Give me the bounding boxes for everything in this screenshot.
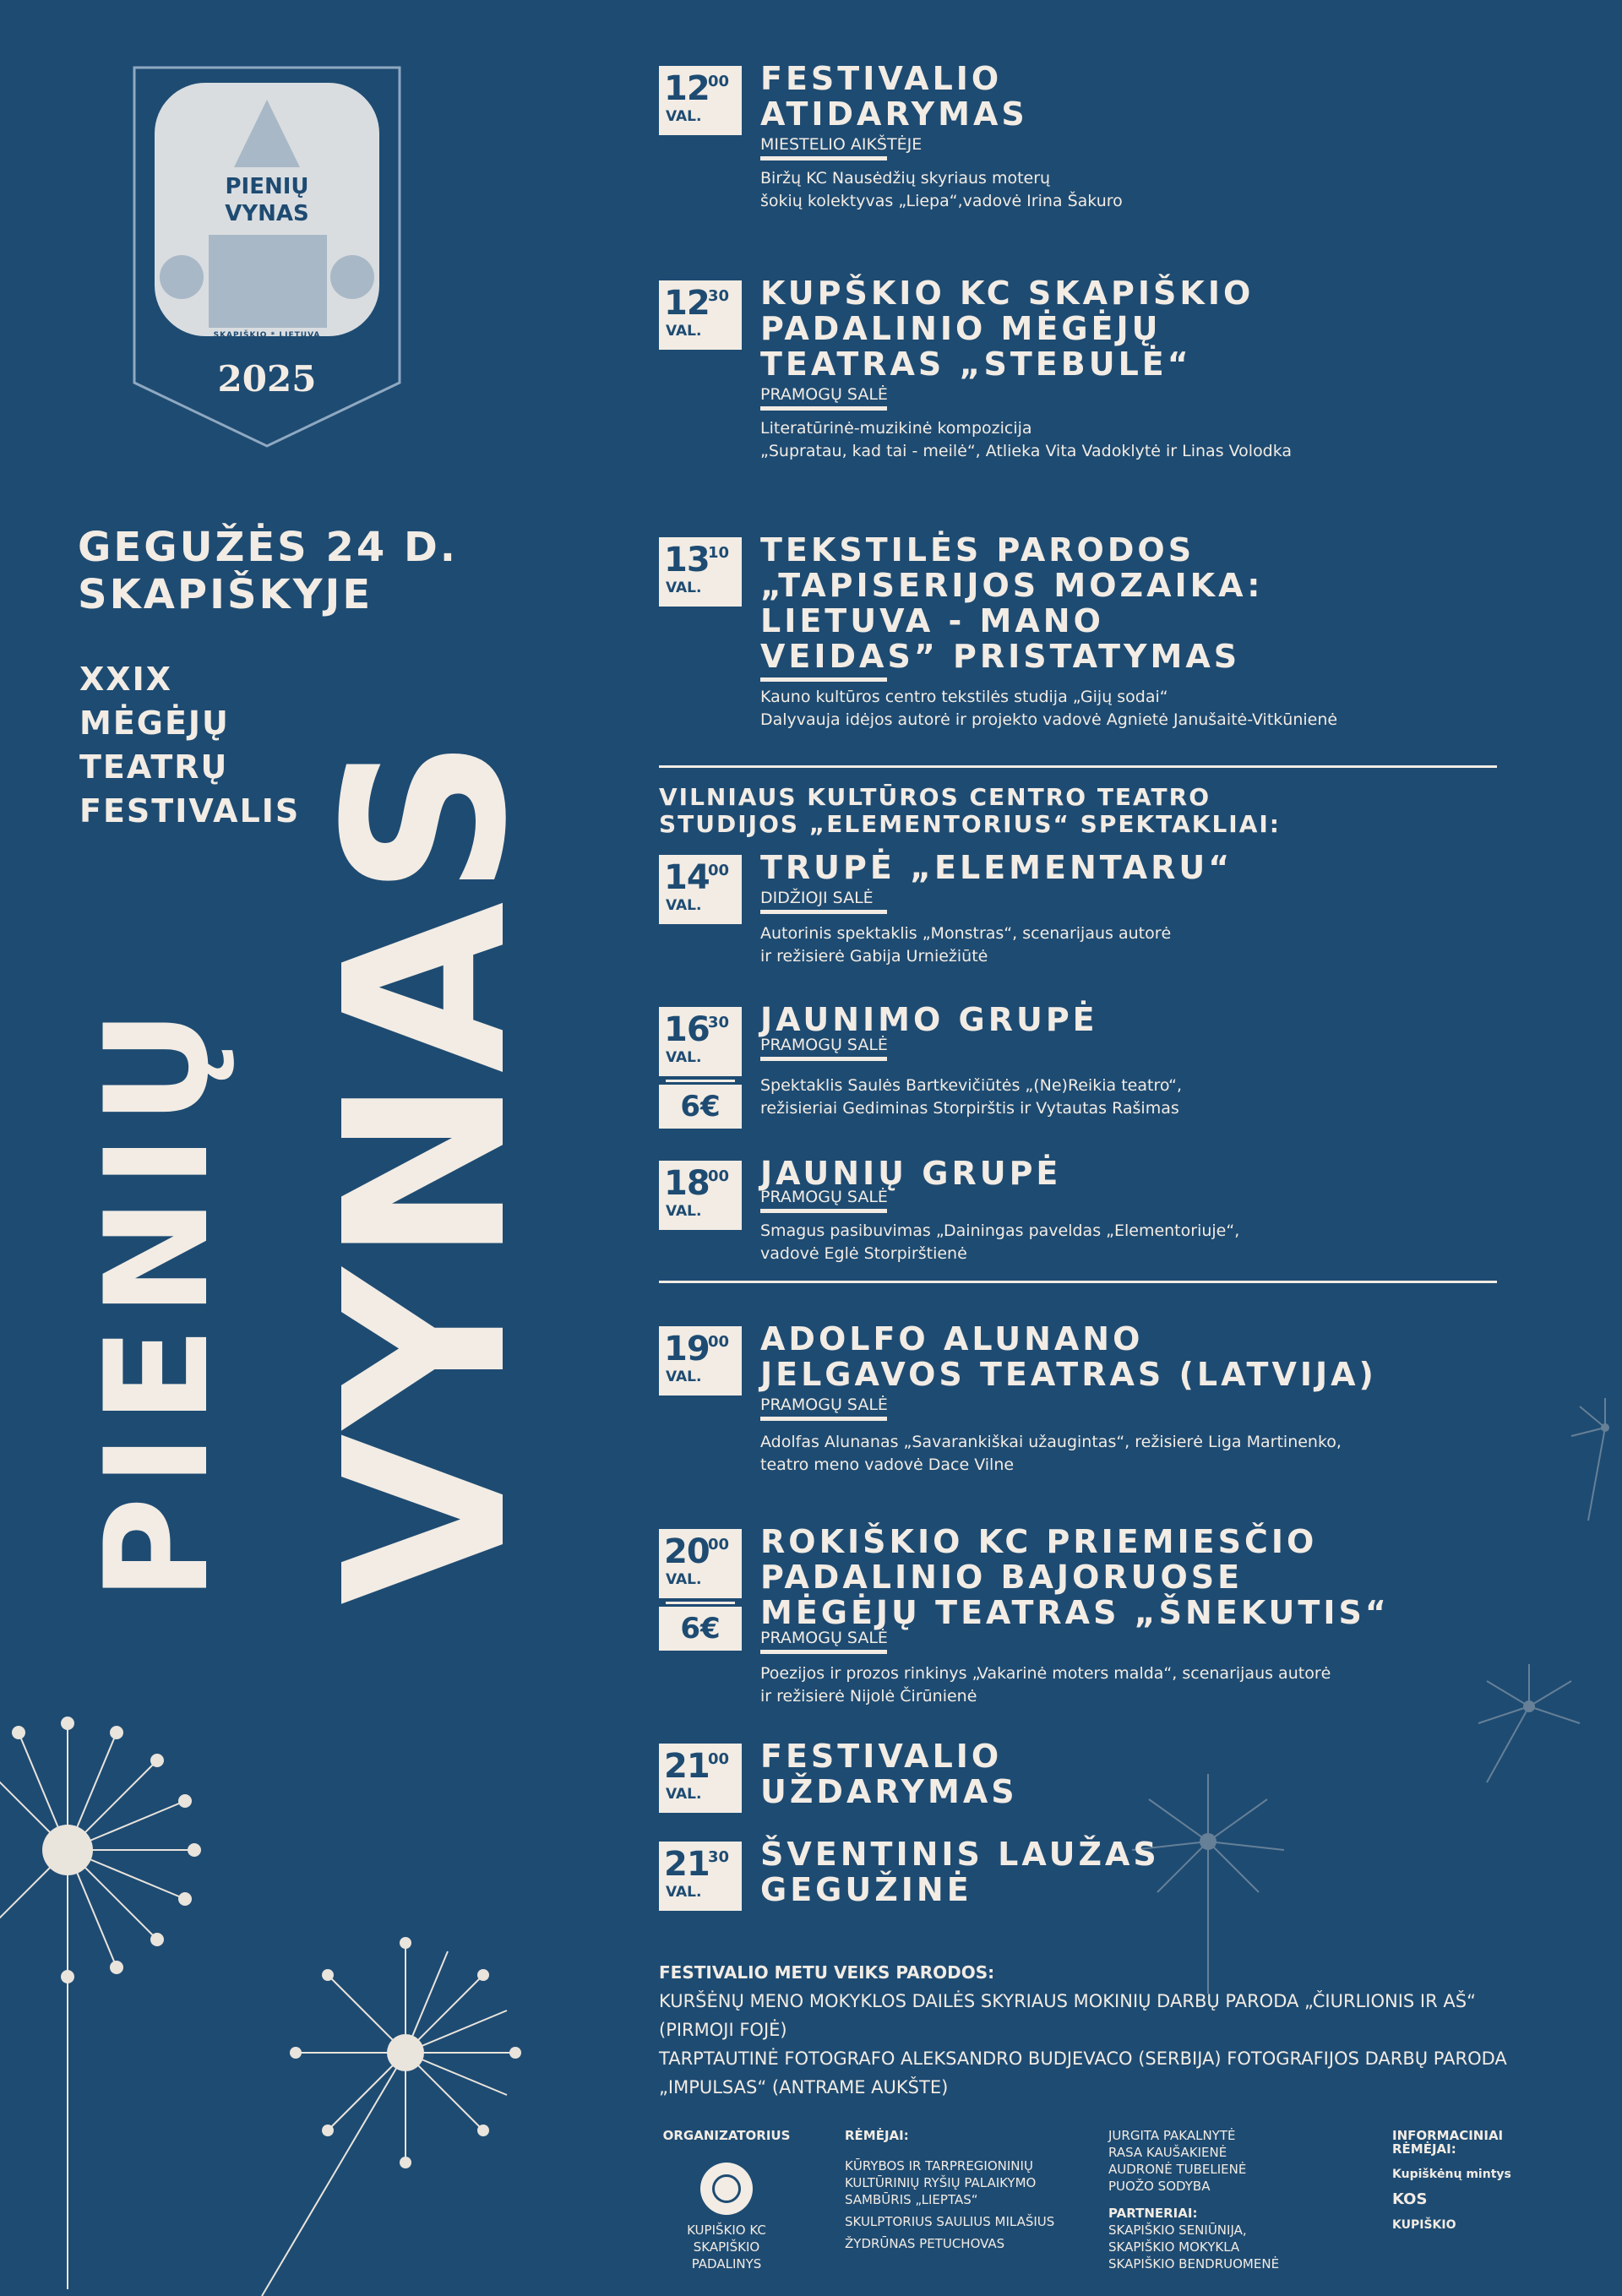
time-unit: VAL. [666, 579, 702, 596]
exhibitions-heading: FESTIVALIO METU VEIKS PARODOS: [659, 1962, 995, 1983]
sponsor-line: JURGITA PAKALNYTĖ [1108, 2128, 1236, 2143]
sponsor-line: SAMBŪRIS „LIEPTAS“ [845, 2192, 978, 2207]
sponsor-line: RASA KAUŠAKIENĖ [1108, 2145, 1227, 2160]
vkc-heading-line: VILNIAUS KULTŪROS CENTRO TEATRO [659, 783, 1211, 811]
time-hour: 21 [664, 1845, 710, 1884]
event-title-line: VEIDAS” PRISTATYMAS [760, 638, 1241, 675]
event-description [760, 1075, 1182, 1120]
event-title [760, 1738, 1018, 1809]
time-badge [659, 537, 742, 607]
time-minutes: 00 [708, 862, 730, 879]
event-title-line: TRUPĖ „ELEMENTARU“ [760, 849, 1233, 886]
organizer-heading: ORGANIZATORIUS [662, 2128, 791, 2143]
time-minutes: 00 [708, 1167, 730, 1185]
event-title [760, 1002, 1098, 1037]
footer-media-sponsors [1392, 2127, 1544, 2233]
event-title [760, 1156, 1061, 1191]
place-line: SKAPIŠKYJE [78, 571, 373, 618]
organizer-logo-icon [700, 2163, 753, 2215]
dandelion-faint-icon [1554, 1394, 1622, 1529]
time-hour: 13 [664, 541, 710, 579]
event-title [760, 532, 1263, 674]
event-description-line: šokių kolektyvas „Liepa“,vadovė Irina Šakuro [760, 192, 1123, 210]
time-unit: VAL. [666, 1571, 702, 1588]
time-hour: 18 [664, 1164, 710, 1203]
exhibitions-section [659, 1958, 1597, 2102]
vertical-title-word1: PIENIŲ [74, 999, 240, 1601]
event-title [760, 1836, 1160, 1907]
event-title-line: PADALINIO MĖGĖJŲ [760, 310, 1162, 347]
vkc-heading-line: STUDIJOS „ELEMENTORIUS“ SPEKTAKLIAI: [659, 810, 1282, 838]
time-minutes: 10 [708, 544, 730, 562]
footer-sponsors [845, 2127, 1098, 2252]
event-description-line: vadovė Eglė Storpirštienė [760, 1244, 967, 1263]
exhibition-line: TARPTAUTINĖ FOTOGRAFO ALEKSANDRO BUDJEVACO (SERBIJA) FOTOGRAFIJOS DARBŲ PARODA [659, 2048, 1507, 2069]
time-badge [659, 1161, 742, 1230]
event-description [760, 1220, 1239, 1265]
exhibition-line: „IMPULSAS“ (ANTRAME AUKŠTE) [659, 2077, 949, 2097]
emblem-year: 2025 [217, 358, 317, 400]
partner-line: SKAPIŠKIO SENIŪNIJA, [1108, 2223, 1247, 2238]
time-hour: 14 [664, 858, 710, 897]
time-unit: VAL. [666, 1368, 702, 1385]
event-title-line: PADALINIO BAJORUOSE [760, 1559, 1244, 1596]
media-sponsors-heading: INFORMACINIAI [1392, 2128, 1504, 2143]
event-location: PRAMOGŲ SALĖ [760, 1188, 888, 1211]
event-title-line: LIETUVA - MANO [760, 602, 1104, 639]
event-title [760, 1524, 1390, 1630]
time-hour: 21 [664, 1747, 710, 1786]
dandelion-faint-icon [1436, 1656, 1605, 1791]
partner-line: SKAPIŠKIO MOKYKLA [1108, 2239, 1240, 2255]
event-location: MIESTELIO AIKŠTĖJE [760, 135, 922, 159]
event-title-line: JAUNIMO GRUPĖ [760, 1001, 1098, 1038]
event-description-line: Smagus pasibuvimas „Dainingas paveldas „Elementoriuje“, [760, 1221, 1240, 1240]
event-description [760, 167, 1123, 213]
event-title [760, 275, 1254, 382]
time-badge [659, 1326, 742, 1396]
emblem-bottom-text: SKAPIŠKIO * LIETUVA [213, 331, 321, 340]
event-location: PRAMOGŲ SALĖ [760, 1629, 888, 1652]
time-badge [659, 855, 742, 924]
event-title-line: FESTIVALIO [760, 60, 1003, 97]
event-description-line: režisieriai Gediminas Storpirštis ir Vytautas Rašimas [760, 1099, 1179, 1118]
event-title [760, 61, 1028, 132]
event-title-line: MĖGĖJŲ TEATRAS „ŠNEKUTIS“ [760, 1594, 1390, 1631]
time-unit: VAL. [666, 108, 702, 125]
festival-emblem [131, 66, 403, 448]
partner-line: SKAPIŠKIO BENDRUOMENĖ [1108, 2256, 1280, 2272]
sponsor-line: KULTŪRINIŲ RYŠIŲ PALAIKYMO [845, 2175, 1037, 2190]
event-location: PRAMOGŲ SALĖ [760, 1396, 888, 1419]
event-title-line: TEATRAS „STEBULĖ“ [760, 345, 1192, 383]
event-title-line: KUPŠKIO KC SKAPIŠKIO [760, 275, 1255, 312]
event-title-line: ADOLFO ALUNANO [760, 1320, 1144, 1357]
sponsor-line: PUOŽO SODYBA [1108, 2179, 1211, 2194]
emblem-title-line2: VYNAS [225, 201, 309, 226]
event-description-line: ir režisierė Gabija Urniežiūtė [760, 947, 988, 966]
vertical-title-word2: VYNAS [297, 732, 555, 1605]
time-minutes: 30 [708, 287, 730, 305]
time-minutes: 00 [708, 1333, 730, 1351]
organizer-line: PADALINYS [691, 2256, 762, 2272]
festival-subtitle-line: TEATRŲ [79, 748, 229, 786]
media-logo-kupiskio: KUPIŠKIO [1392, 2218, 1456, 2232]
time-unit: VAL. [666, 1786, 702, 1803]
time-minutes: 30 [708, 1014, 730, 1031]
event-description-line: Biržų KC Nausėdžių skyriaus moterų [760, 169, 1051, 188]
sponsor-line: ŽYDRŪNAS PETUCHOVAS [845, 2236, 1005, 2251]
event-title-line: ATIDARYMAS [760, 95, 1028, 133]
time-minutes: 30 [708, 1848, 730, 1866]
event-description-line: Poezijos ir prozos rinkinys „Vakarinė moters malda“, scenarijaus autorė [760, 1664, 1331, 1683]
section-divider [659, 1281, 1497, 1283]
partners-heading: PARTNERIAI: [1108, 2206, 1198, 2221]
event-description [760, 417, 1292, 463]
event-title-line: JAUNIŲ GRUPĖ [760, 1155, 1062, 1192]
time-badge [659, 1529, 742, 1598]
media-logo-kos: KOS [1392, 2190, 1428, 2208]
event-description [760, 1662, 1331, 1708]
sponsor-line: KŪRYBOS IR TARPREGIONINIŲ [845, 2158, 1033, 2174]
event-title-line: GEGUŽINĖ [760, 1871, 972, 1908]
event-title-line: ŠVENTINIS LAUŽAS [760, 1836, 1160, 1873]
event-description [760, 922, 1171, 968]
footer-sponsors-people [1108, 2127, 1328, 2272]
sponsors-heading: RĖMĖJAI: [845, 2128, 909, 2143]
media-logo-kupiskenu-mintys: Kupiškėnų mintys [1392, 2168, 1511, 2181]
time-hour: 19 [664, 1330, 710, 1368]
time-badge [659, 280, 742, 350]
event-title-line: UŽDARYMAS [760, 1773, 1018, 1810]
event-title-line: ROKIŠKIO KC PRIEMIESČIO [760, 1523, 1318, 1560]
emblem-title-line1: PIENIŲ [225, 174, 309, 199]
organizer-line: KUPIŠKIO KC [687, 2223, 766, 2238]
event-description-line: teatro meno vadovė Dace Vilne [760, 1455, 1015, 1474]
time-unit: VAL. [666, 1049, 702, 1066]
event-description-line: Spektaklis Saulės Bartkevičiūtės „(Ne)Reikia teatro“, [760, 1076, 1182, 1095]
event-description-line: Kauno kultūros centro tekstilės studija „Gijų sodai“ [760, 688, 1168, 706]
dandelion-medium-icon [245, 1799, 617, 2296]
event-description-line: Autorinis spektaklis „Monstras“, scenarijaus autorė [760, 924, 1172, 943]
time-badge [659, 66, 742, 135]
event-title-line: TEKSTILĖS PARODOS [760, 531, 1195, 569]
event-description-line: ir režisierė Nijolė Čirūnienė [760, 1687, 977, 1706]
organizer-line: SKAPIŠKIO [693, 2239, 760, 2255]
time-unit: VAL. [666, 1203, 702, 1220]
event-description-line: Adolfas Alunanas „Savarankiškai užaugintas“, režisierė Liga Martinenko, [760, 1433, 1342, 1451]
time-minutes: 00 [708, 73, 730, 90]
event-description-line: Dalyvauja idėjos autorė ir projekto vadovė Agnietė Janušaitė-Vitkūnienė [760, 710, 1338, 729]
event-title [760, 1321, 1377, 1392]
vkc-section-heading [659, 784, 1281, 838]
event-location: PRAMOGŲ SALĖ [760, 1036, 888, 1059]
time-badge [659, 1007, 742, 1076]
exhibition-line: (PIRMOJI FOJĖ) [659, 2020, 787, 2040]
time-hour: 12 [664, 69, 710, 108]
event-title-line: „TAPISERIJOS MOZAIKA: [760, 567, 1264, 604]
time-minutes: 00 [708, 1536, 730, 1553]
time-badge [659, 1744, 742, 1813]
event-description [760, 1431, 1342, 1477]
underline-bar [760, 677, 887, 682]
price-badge: 6€ [659, 1607, 742, 1651]
time-hour: 20 [664, 1532, 710, 1571]
footer-organizer [659, 2127, 794, 2272]
time-minutes: 00 [708, 1750, 730, 1768]
event-description-line: Literatūrinė-muzikinė kompozicija [760, 419, 1032, 438]
price-badge: 6€ [659, 1085, 742, 1129]
event-title [760, 850, 1233, 885]
event-description [760, 686, 1337, 732]
event-title-line: FESTIVALIO [760, 1738, 1003, 1775]
event-location: DIDŽIOJI SALĖ [760, 889, 874, 912]
event-title-line: JELGAVOS TEATRAS (LATVIJA) [760, 1356, 1377, 1393]
time-badge [659, 1842, 742, 1911]
time-unit: VAL. [666, 897, 702, 914]
time-hour: 12 [664, 284, 710, 323]
date-line: GEGUŽĖS 24 D. [78, 524, 459, 571]
event-description-line: „Supratau, kad tai - meilė“, Atlieka Vita Vadoklytė ir Linas Volodka [760, 442, 1293, 460]
festival-subtitle-line: FESTIVALIS [79, 792, 301, 830]
time-unit: VAL. [666, 323, 702, 340]
sponsor-line: AUDRONĖ TUBELIENĖ [1108, 2162, 1247, 2177]
exhibition-line: KURŠĖNŲ MENO MOKYKLOS DAILĖS SKYRIAUS MOKINIŲ DARBŲ PARODA „ČIURLIONIS IR AŠ“ [659, 1991, 1476, 2011]
festival-subtitle-line: MĖGĖJŲ [79, 705, 230, 742]
sponsor-line: SKULPTORIUS SAULIUS MILAŠIUS [845, 2214, 1055, 2229]
time-unit: VAL. [666, 1884, 702, 1901]
event-location: PRAMOGŲ SALĖ [760, 385, 888, 409]
section-divider [659, 765, 1497, 768]
media-sponsors-heading: RĖMĖJAI: [1392, 2141, 1456, 2157]
time-hour: 16 [664, 1010, 710, 1049]
edition-number: XXIX [79, 661, 173, 698]
